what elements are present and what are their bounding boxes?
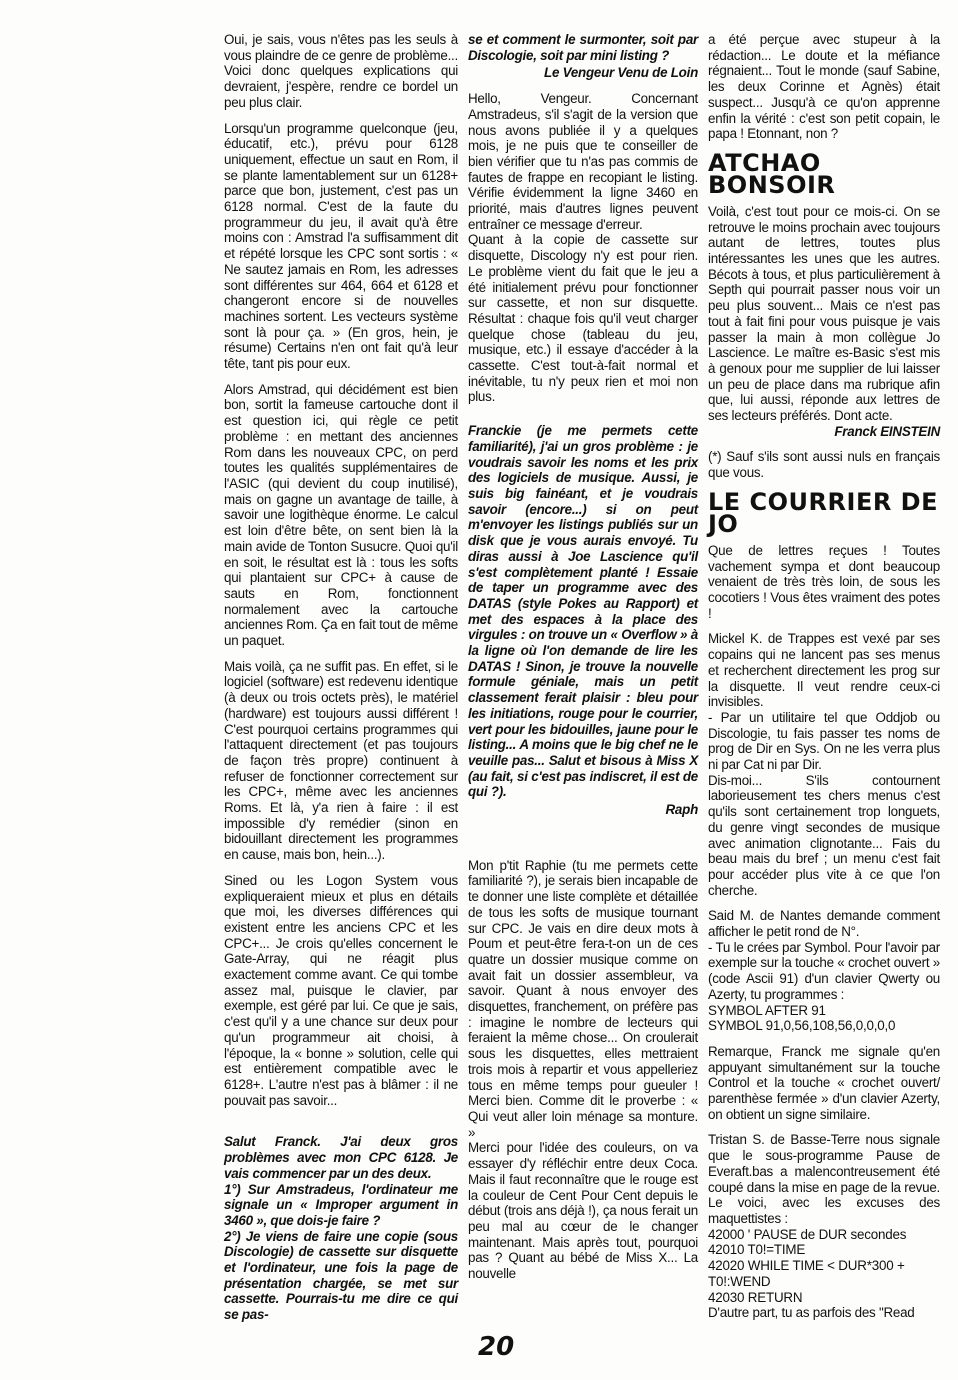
code-line: 42000 ' PAUSE de DUR secondes <box>708 1226 907 1242</box>
spacer <box>468 415 698 423</box>
reader-letter: 1°) Sur Amstradeus, l'ordinateur me signale un « Improper argument in 3460 », que dois-je faire ? <box>224 1181 458 1228</box>
code-line: SYMBOL AFTER 91 <box>708 1002 826 1018</box>
reader-letter: Salut Franck. J'ai deux gros problèmes avec mon CPC 6128. Je vais commencer par un des deux. <box>224 1134 458 1181</box>
reader-letter: se et comment le surmonter, soit par Discologie, soit par mini listing ? <box>468 32 698 63</box>
paragraph: Alors Amstrad, qui décidément est bien bon, sortit la fameuse cartouche dont il est question ici, qui règle ce petit problème : en mettant des anciennes Rom dans les nouveaux CPC, on perd toutes les qualités supplémentaires de l'ASIC (qui devient du coup inutilisé), mais on gagne un avantage de taille, à savoir une logithèque énorme. Le calcul est loin d'être bête, on sent bien là la main avide de Tonton Susucre. Quoi qu'il en soit, le résultat est là : tous les softs qui plantaient sur CPC+ à cause de sauts en Rom, fonctionnent normalement avec la cartouche anciennes Rom. Ça en fait tout de même un paquet. <box>224 381 458 649</box>
paragraph: Said M. de Nantes demande comment afficher le petit rond de N°. <box>708 908 940 940</box>
paragraph: - Tu le crées par Symbol. Pour l'avoir par exemple sur la touche « crochet ouvert » (code Ascii 91) d'un clavier Qwerty ou Azerty, tu programmes : <box>708 939 940 1002</box>
reader-letter: 2°) Je viens de faire une copie (sous Discologie) de cassette sur disquette et l'ordinateur, une fois la page de présentation chargée, se met sur cassette. Pourrais-tu me dire ce qui se pas- <box>224 1228 458 1323</box>
paragraph: Quant à la copie de cassette sur disquette, Discology n'y est pour rien. Le problème vient du fait que le jeu a été initialement prévu pour fonctionner sur cassette, et non sur disquette. Résultat : chaque fois qu'il veut charger quelque chose (tableau du jeu, musique, etc.) il essaye d'accéder à la cassette. C'est tout-à-fait normal et inévitable, tu n'y peux rien et moi non plus. <box>468 232 698 405</box>
section-heading: LE COURRIER DE JO <box>708 487 938 538</box>
section-heading: ATCHAO BONSOIR <box>708 148 836 199</box>
paragraph: Mais voilà, ça ne suffit pas. En effet, si le logiciel (software) est redevenu identique (à deux ou trois octets près), le matériel (hardware) est toujours aussi différent ! C'est pourquoi certains programmes qui l'attaquent directement (et pas toujours de façon très propre) continuent à refuser de fonctionner correctement sur les CPC+, même avec les anciennes Roms. Et là, y'a rien à faire : il est impossible d'y remédier (sinon en bidouillant directement les programmes en cause, mais bon, hein...). <box>224 658 458 863</box>
paragraph: a été perçue avec stupeur à la rédaction... Le doute et la méfiance régnaient... Tout le monde (sauf Sabine, les deux Corinne et Agnès) était suspect... Jusqu'à ce qu'on apprenne enfin la vérité : c'est son petit copain, le papa ! Etonnant, non ? <box>708 32 940 142</box>
spacer <box>468 828 698 858</box>
column-left <box>224 32 458 1333</box>
page-number: 20 <box>478 1332 515 1362</box>
paragraph: Voilà, c'est tout pour ce mois-ci. On se retrouve le moins prochain avec toujours autant de lettres, toutes plus intéressantes les unes que les autres. Bécots à tous, et plus particulièrement à Septh qui pourrait passer nous voir un peu plus souvent... Mais ce n'est pas tout à fait fini pour vous puisque je vais passer la main à mon collègue Jo Lascience. Le maître es-Basic s'est mis à genoux pour me supplier de lui laisser un peu de place dans ma rubrique afin que, lui aussi, réponde aux lettres de ses lecteurs préférés. Dont acte. <box>708 203 940 424</box>
paragraph: D'autre part, tu as parfois des "Read <box>708 1305 915 1321</box>
paragraph: Oui, je sais, vous n'êtes pas les seuls à vous plaindre de ce genre de problème... Voici donc quelques explications qui devraient, j'espère, rendre ce bordel un peu plus clair. <box>224 32 458 110</box>
column-right <box>708 32 940 1331</box>
spacer <box>224 1118 458 1134</box>
paragraph: Merci pour l'idée des couleurs, on va essayer d'y réfléchir entre deux Coca. Mais il faut reconnaître que le rouge est la couleur de Cent Pour Cent depuis le début (trois ans déjà !), ça nous ferait un peu mal au cœur de le changer maintenant. Mais après tout, pourquoi pas ? Quant au bébé de Miss X... La nouvelle <box>468 1140 698 1282</box>
paragraph: Sined ou les Logon System vous expliqueraient mieux et plus en détails que moi, les diverses différences qui existent entre les anciens CPC et les CPC+... Je crois qu'elles concernent le Gate-Array, qui ne réagit plus exactement comme avant. Ce qui tombe assez mal, puisque le clavier, par exemple, est géré par lui. Ce que je sais, c'est qu'il y a une chance sur deux pour qu'un programmeur ait choisi, à l'époque, la « bonne » solution, celle qui est entièrement compatible avec le 6128+. L'autre n'est pas à blâmer : il ne pouvait pas savoir... <box>224 872 458 1108</box>
paragraph: Tristan S. de Basse-Terre nous signale que le sous-programme Pause de Everaft.bas a malencontreusement été coupé dans la mise en page de la revue. Le voici, avec les excuses des maquettistes : <box>708 1132 940 1226</box>
code-line: 42010 T0!=TIME <box>708 1242 806 1258</box>
paragraph: Mon p'tit Raphie (tu me permets cette familiarité ?), je serais bien incapable de te donner une liste complète et détaillée de tous les softs de musique tournant sur CPC. Je vais en dire deux mots à Poum et peut-être fera-t-on un de ces quatre un dossier musique comme on avait fait un dossier assembleur, va savoir. Quant à nous envoyer des disquettes, franchement, on préfère pas : imagine le nombre de lecteurs qui feraient la même chose... On croulerait sous les disquettes, elles mettraient trois mois à repartir et vous appelleriez tous en même temps pour gueuler ! Merci bien. Comme dit le proverbe : « Qui veut aller loin ménage sa monture. » <box>468 857 698 1140</box>
paragraph: Que de lettres reçues ! Toutes vachement sympa et dont beaucoup venaient de très très loin, de sous les cocotiers ! Vous êtes vraiment des potes ! <box>708 542 940 621</box>
reader-letter: Franckie (je me permets cette familiarité), j'ai un gros problème : je voudrais savoir les noms et les prix des logiciels de musique. Aussi, je suis big fainéant, et je voudrais savoir (encore...) si on peut m'envoyer les listings publiés sur un disk que je vous aurais envoyé. Tu diras aussi à Joe Lascience qu'il s'est complètement planté ! Essaie de taper un programme avec des DATAS (style Pokes au Rapport) et met des espaces à la place des virgules : on trouve un « Overflow » à la ligne où l'on demande de lire les DATAS ! Sinon, je trouve la nouvelle formule géniale, mais un petit classement ferait plaisir : bleu pour les initiations, rouge pour le courrier, vert pour les bidouilles, jaune pour le listing... A moins que le big chef ne le veuille pas... Salut et bisous à Miss X (au fait, si c'est pas indiscret, il est de qui ?). <box>468 423 698 800</box>
paragraph: Mickel K. de Trappes est vexé par ses copains qui ne lancent pas ses menus et recherchent directement les prog sur la disquette. Il veut rendre ceux-ci invisibles. <box>708 631 940 710</box>
paragraph: Dis-moi... S'ils contournent laborieusement tes chers menus c'est qu'ils sont certainement trop longuets, du genre vingt secondes de musique avec animation clignotante... Fais du beau mais du bref ; un menu c'est fait pour accéder plus vite à ce que l'on cherche. <box>708 772 940 898</box>
letter-signature: Raph <box>665 802 698 818</box>
paragraph: Hello, Vengeur. Concernant Amstradeus, s'il s'agit de la version que nous avons publiée il y a quelques mois, je ne puis que te conseiller de bien vérifier que tu n'as pas commis de fautes de frappe en recopiant le listing. Vérifie évidemment la ligne 3460 en priorité, mais d'autres lignes peuvent entraîner ce message d'erreur. <box>468 91 698 232</box>
letter-signature: Le Vengeur Venu de Loin <box>544 65 698 81</box>
letter-signature: Franck EINSTEIN <box>834 423 940 439</box>
paragraph: Remarque, Franck me signale qu'en appuyant simultanément sur la touche Control et la touche « crochet ouvert/ parenthèse fermée » d'un clavier Azerty, on obtient un signe similaire. <box>708 1043 940 1122</box>
paragraph: - Par un utilitaire tel que Oddjob ou Discologie, tu fais passer tes noms de prog de Dir en Sys. On ne les verra plus ni par Cat ni par Dir. <box>708 709 940 773</box>
column-middle <box>468 32 698 1292</box>
paragraph: Lorsqu'un programme quelconque (jeu, éducatif, etc.), prévu pour 6128 uniquement, effectue un saut en Rom, il se plante lamentablement sur un 6128+ parce que bon, justement, c'est pas un 6128 normal. C'est de la faute du programmeur du jeu, il avait qu'à être moins con : Amstrad l'a suffisamment dit et répété lorsque les CPC sont sortis : « Ne sautez jamais en Rom, les adresses sont différentes sur 464, 664 et 6128 et changeront encore si de nouvelles machines sortent. Les vecteurs système sont là pour ça. » (En gros, hein, je résume) Certains n'en ont fait qu'à leur tête, tant pis pour eux. <box>224 120 458 372</box>
code-line: 42030 RETURN <box>708 1289 803 1305</box>
code-line: 42020 WHILE TIME < DUR*300 + T0!:WEND <box>708 1258 905 1289</box>
code-line: SYMBOL 91,0,56,108,56,0,0,0,0 <box>708 1018 896 1034</box>
footnote: (*) Sauf s'ils sont aussi nuls en français que vous. <box>708 449 940 481</box>
